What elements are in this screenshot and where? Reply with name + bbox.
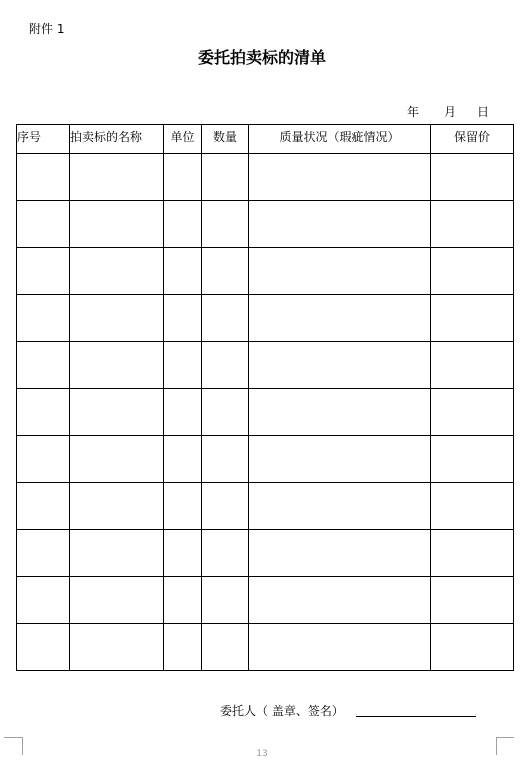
- table-cell[interactable]: [164, 483, 202, 530]
- table-cell[interactable]: [431, 248, 514, 295]
- table-cell[interactable]: [249, 201, 431, 248]
- table-cell[interactable]: [249, 248, 431, 295]
- table-cell[interactable]: [17, 577, 70, 624]
- table-cell[interactable]: [431, 624, 514, 671]
- table-cell[interactable]: [249, 530, 431, 577]
- date-day-label: 日: [477, 105, 490, 119]
- page-number: 13: [256, 749, 268, 759]
- table-cell[interactable]: [249, 389, 431, 436]
- table-cell[interactable]: [164, 342, 202, 389]
- date-year-label: 年: [407, 105, 420, 119]
- header-unit: 单位: [164, 125, 202, 154]
- table-cell[interactable]: [431, 201, 514, 248]
- table-cell[interactable]: [70, 577, 164, 624]
- table-row: [17, 154, 514, 201]
- crop-mark-right-vertical: [496, 737, 497, 755]
- table-row: [17, 389, 514, 436]
- table-body: [17, 154, 514, 671]
- table-cell[interactable]: [164, 154, 202, 201]
- header-quantity: 数量: [202, 125, 249, 154]
- table-cell[interactable]: [164, 389, 202, 436]
- table-row: [17, 577, 514, 624]
- table-cell[interactable]: [70, 342, 164, 389]
- table-cell[interactable]: [70, 436, 164, 483]
- table-cell[interactable]: [70, 201, 164, 248]
- table-cell[interactable]: [164, 436, 202, 483]
- table-cell[interactable]: [70, 624, 164, 671]
- table-row: [17, 342, 514, 389]
- crop-mark-right: [496, 737, 514, 756]
- table-cell[interactable]: [70, 389, 164, 436]
- table-row: [17, 624, 514, 671]
- table-cell[interactable]: [70, 483, 164, 530]
- crop-mark-left: [4, 737, 22, 756]
- table-cell[interactable]: [17, 483, 70, 530]
- table-cell[interactable]: [164, 295, 202, 342]
- table-cell[interactable]: [17, 248, 70, 295]
- signature-line[interactable]: [356, 716, 476, 717]
- table-cell[interactable]: [202, 248, 249, 295]
- table-cell[interactable]: [431, 530, 514, 577]
- table-cell[interactable]: [202, 577, 249, 624]
- table-cell[interactable]: [17, 201, 70, 248]
- table-cell[interactable]: [202, 530, 249, 577]
- table-cell[interactable]: [431, 295, 514, 342]
- table-cell[interactable]: [249, 624, 431, 671]
- annex-label: 附件 1: [29, 22, 65, 36]
- table-cell[interactable]: [249, 577, 431, 624]
- table-cell[interactable]: [202, 342, 249, 389]
- table-cell[interactable]: [249, 295, 431, 342]
- table-cell[interactable]: [164, 248, 202, 295]
- table-row: [17, 295, 514, 342]
- table-cell[interactable]: [17, 342, 70, 389]
- table-row: [17, 530, 514, 577]
- table-cell[interactable]: [17, 295, 70, 342]
- table-cell[interactable]: [164, 530, 202, 577]
- table-cell[interactable]: [164, 201, 202, 248]
- table-cell[interactable]: [249, 483, 431, 530]
- table-cell[interactable]: [431, 436, 514, 483]
- table-cell[interactable]: [17, 624, 70, 671]
- table-cell[interactable]: [431, 577, 514, 624]
- table-cell[interactable]: [202, 483, 249, 530]
- date-month-label: 月: [444, 105, 457, 119]
- consignor-signature-label: 委托人（ 盖章、签名）: [220, 704, 344, 718]
- table-cell[interactable]: [431, 389, 514, 436]
- table-cell[interactable]: [202, 295, 249, 342]
- table-row: [17, 436, 514, 483]
- table-cell[interactable]: [70, 154, 164, 201]
- table-cell[interactable]: [17, 530, 70, 577]
- table-cell[interactable]: [70, 295, 164, 342]
- table-cell[interactable]: [17, 154, 70, 201]
- table-cell[interactable]: [431, 483, 514, 530]
- table-cell[interactable]: [249, 436, 431, 483]
- table-cell[interactable]: [202, 624, 249, 671]
- table-cell[interactable]: [202, 154, 249, 201]
- header-item-name: 拍卖标的名称: [70, 125, 164, 154]
- table-cell[interactable]: [164, 577, 202, 624]
- auction-items-table: [16, 124, 514, 671]
- table-cell[interactable]: [70, 248, 164, 295]
- table-cell[interactable]: [249, 342, 431, 389]
- table-cell[interactable]: [431, 342, 514, 389]
- header-quality-condition: 质量状况（瑕疵情况）: [249, 125, 431, 154]
- table-cell[interactable]: [202, 201, 249, 248]
- table-header-row: [17, 125, 514, 154]
- table-row: [17, 483, 514, 530]
- table-cell[interactable]: [249, 154, 431, 201]
- table-cell[interactable]: [164, 624, 202, 671]
- header-serial-no: 序号: [17, 125, 70, 154]
- table-row: [17, 248, 514, 295]
- table-cell[interactable]: [202, 389, 249, 436]
- table-cell[interactable]: [202, 436, 249, 483]
- document-title: 委托拍卖标的清单: [197, 48, 326, 67]
- table-cell[interactable]: [17, 389, 70, 436]
- table-cell[interactable]: [431, 154, 514, 201]
- crop-mark-left-vertical: [22, 737, 23, 755]
- table-cell[interactable]: [70, 530, 164, 577]
- table-row: [17, 201, 514, 248]
- table-cell[interactable]: [17, 436, 70, 483]
- header-reserve-price: 保留价: [431, 125, 514, 154]
